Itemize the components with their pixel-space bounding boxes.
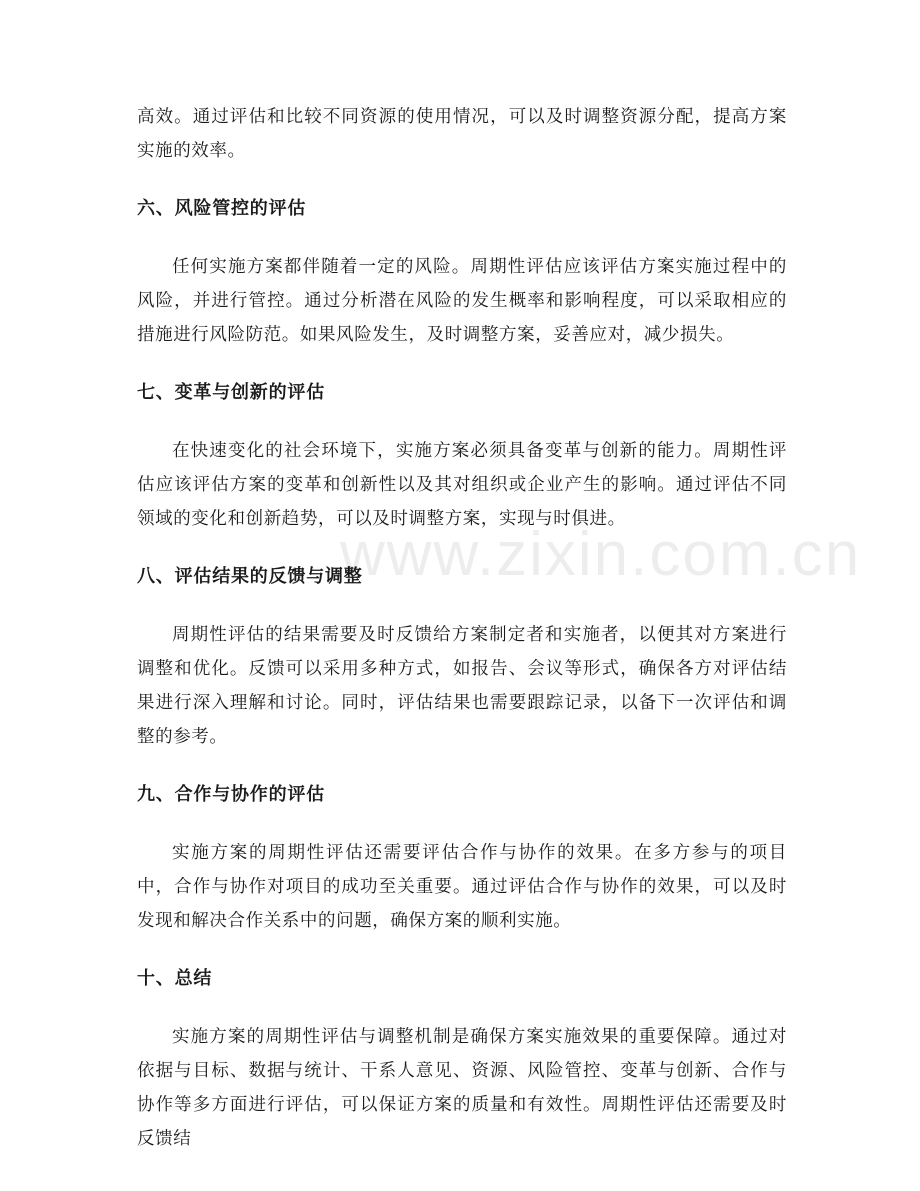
document-body	[137, 100, 787, 1156]
section-heading-8: 八、评估结果的反馈与调整	[137, 566, 363, 587]
watermark: www.zixin.com.cn	[340, 520, 862, 589]
section-paragraph-9: 实施方案的周期性评估还需要评估合作与协作的效果。在多方参与的项目中，合作与协作对项目的成功至关重要。通过评估合作与协作的效果，可以及时发现和解决合作关系中的问题，确保方案的顺利实施。	[137, 843, 787, 931]
section-heading-7: 七、变革与创新的评估	[137, 382, 325, 403]
section-heading-6: 六、风险管控的评估	[137, 198, 307, 219]
section-paragraph-8: 周期性评估的结果需要及时反馈给方案制定者和实施者，以便其对方案进行调整和优化。反馈可以采用多种方式，如报告、会议等形式，确保各方对评估结果进行深入理解和讨论。同时，评估结果也需要跟踪记录，以备下一次评估和调整的参考。	[137, 625, 787, 747]
section-paragraph-6: 任何实施方案都伴随着一定的风险。周期性评估应该评估方案实施过程中的风险，并进行管控。通过分析潜在风险的发生概率和影响程度，可以采取相应的措施进行风险防范。如果风险发生，及时调整方案，妥善应对，减少损失。	[137, 257, 787, 345]
section-paragraph-7: 在快速变化的社会环境下，实施方案必须具备变革与创新的能力。周期性评估应该评估方案的变革和创新性以及其对组织或企业产生的影响。通过评估不同领域的变化和创新趋势，可以及时调整方案，实现与时俱进。	[137, 441, 787, 529]
intro-paragraph: 高效。通过评估和比较不同资源的使用情况，可以及时调整资源分配，提高方案实施的效率。	[137, 107, 787, 161]
section-paragraph-10: 实施方案的周期性评估与调整机制是确保方案实施效果的重要保障。通过对依据与目标、数据与统计、干系人意见、资源、风险管控、变革与创新、合作与协作等多方面进行评估，可以保证方案的质量和有效性。周期性评估还需要及时反馈结	[137, 1027, 787, 1149]
section-heading-9: 九、合作与协作的评估	[137, 784, 325, 805]
section-heading-10: 十、总结	[137, 968, 213, 989]
